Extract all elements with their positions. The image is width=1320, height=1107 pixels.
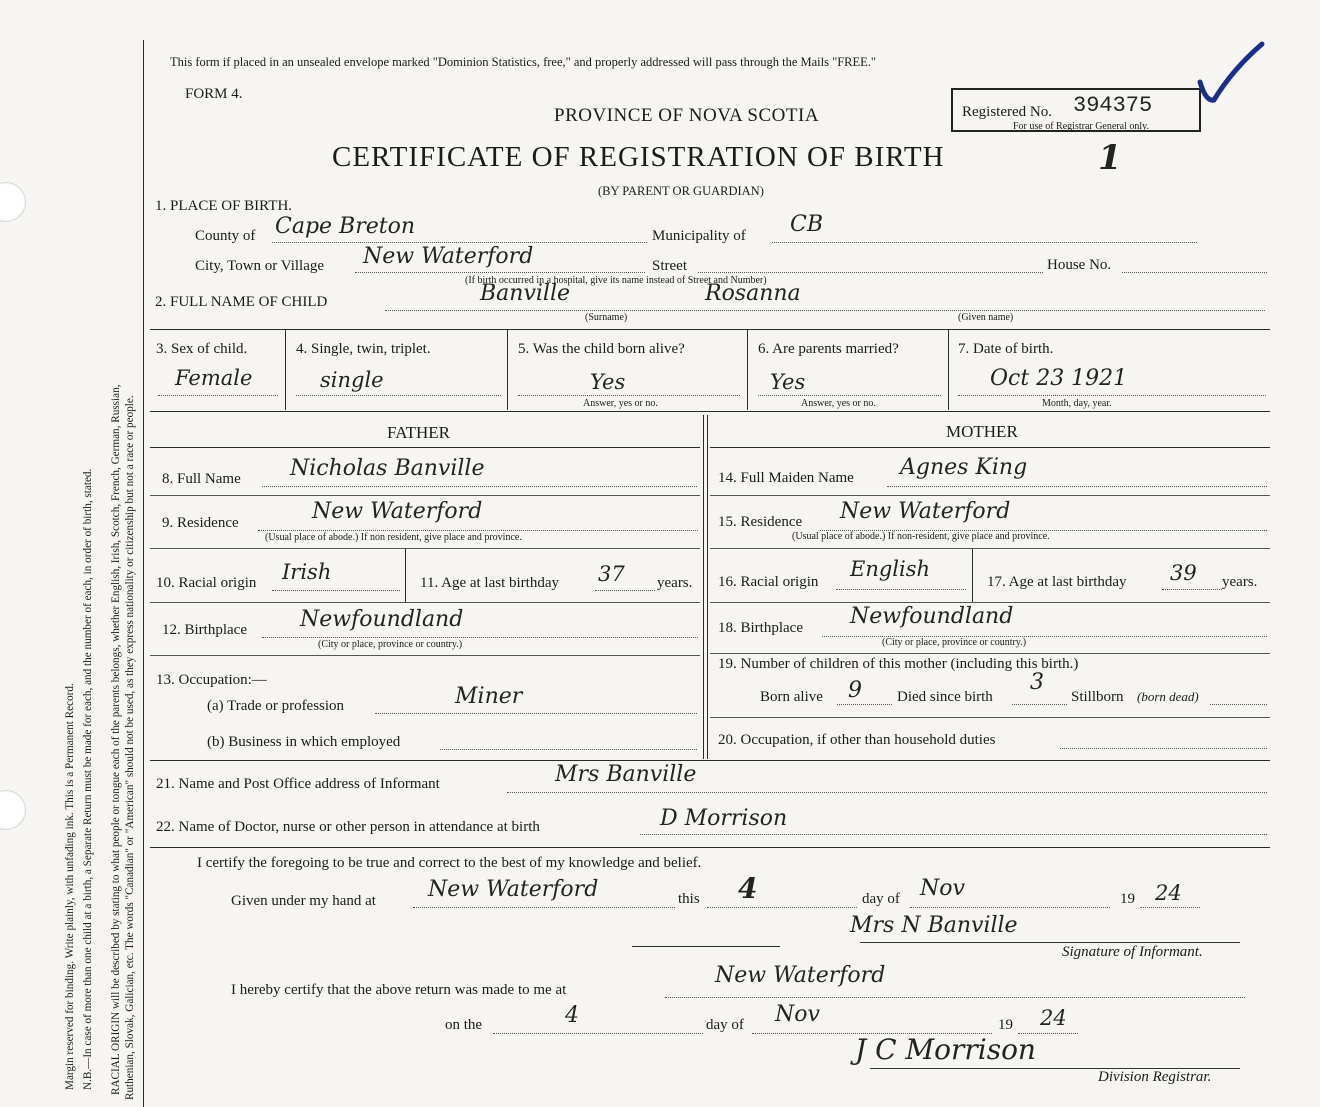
divider-before-certify <box>150 847 1270 848</box>
year-prefix: 19 <box>1120 891 1135 907</box>
father-racial-value: Irish <box>282 560 332 584</box>
alive-value: Yes <box>590 370 626 394</box>
municipality-label: Municipality of <box>652 228 746 244</box>
mother-racial-divider <box>972 549 973 602</box>
registrar-place-line <box>665 997 1245 998</box>
parent-column-divider-2 <box>707 415 708 759</box>
dob-note: Month, day, year. <box>1042 398 1112 409</box>
married-label: 6. Are parents married? <box>758 341 899 357</box>
county-label: County of <box>195 228 256 244</box>
dob-value: Oct 23 1921 <box>990 366 1128 391</box>
margin-note-3: RACIAL ORIGIN will be described by stating to what people or tongue each of the parents belongs, whether English, Irish, Scotch, French, German, Russian, <box>110 384 122 1095</box>
mother-rule-1 <box>710 495 1270 496</box>
registered-number: 394375 <box>1073 93 1153 118</box>
child-name-line <box>385 310 1265 311</box>
mother-rule-4 <box>710 653 1270 654</box>
born-alive-label: Born alive <box>760 689 823 705</box>
father-residence-note: (Usual place of abode.) If non resident, give place and province. <box>265 532 522 543</box>
mother-racial-value: English <box>850 557 931 581</box>
day-of-value-2: Nov <box>775 1002 820 1027</box>
father-racial-divider <box>405 549 406 602</box>
year-prefix-2: 19 <box>998 1017 1013 1033</box>
trade-line <box>375 713 697 714</box>
alive-label: 5. Was the child born alive? <box>518 341 685 357</box>
trade-label: (a) Trade or profession <box>207 698 345 714</box>
father-racial-label: 10. Racial origin <box>156 575 257 591</box>
certify-statement: I certify the foregoing to be true and correct to the best of my knowledge and belief. <box>197 855 702 871</box>
stillborn-line <box>1210 704 1267 705</box>
on-the-label: on the <box>445 1017 483 1033</box>
business-line <box>440 749 697 750</box>
given-place: New Waterford <box>428 877 599 902</box>
father-birthplace-line <box>262 637 698 638</box>
day-of-line <box>910 907 1110 908</box>
informant-line <box>507 792 1267 793</box>
mother-years-label: years. <box>1222 574 1258 590</box>
given-line <box>413 907 675 908</box>
day-of-label-2: day of <box>706 1017 744 1033</box>
given-label: Given under my hand at <box>231 893 376 909</box>
day-of-label: day of <box>862 891 900 907</box>
house-line <box>1122 272 1267 273</box>
title-mark: 1 <box>1098 138 1122 178</box>
died-label: Died since birth <box>897 689 993 705</box>
mother-birthplace-value: Newfoundland <box>850 604 1014 629</box>
sex-value: Female <box>175 366 253 390</box>
single-line <box>296 395 501 396</box>
mother-age-line <box>1162 589 1222 590</box>
on-the-line <box>493 1033 703 1034</box>
mother-occupation-label: 20. Occupation, if other than household duties <box>718 732 996 748</box>
father-age-line <box>595 590 655 591</box>
mother-heading-rule <box>710 447 1270 448</box>
this-label: this <box>678 891 700 907</box>
informant-signature-line <box>860 942 1240 943</box>
married-note: Answer, yes or no. <box>801 398 876 409</box>
mother-age-value: 39 <box>1170 561 1197 585</box>
doctor-value: D Morrison <box>660 806 788 831</box>
short-divider <box>632 946 780 947</box>
registrar-note: For use of Registrar General only. <box>1013 121 1149 132</box>
mail-notice: This form if placed in an unsealed envelope marked "Dominion Statistics, free," and properly addressed will pass through the Mails "FREE." <box>170 55 877 69</box>
divider-after-parents <box>150 760 1270 761</box>
father-rule-3 <box>150 602 700 603</box>
mother-name-line <box>887 486 1267 487</box>
divider-after-name <box>150 329 1270 330</box>
stillborn-note: (born dead) <box>1137 689 1199 704</box>
stillborn-label: Stillborn <box>1071 689 1124 705</box>
father-birthplace-note: (City or place, province or country.) <box>318 639 463 650</box>
died-line <box>1012 704 1067 705</box>
house-label: House No. <box>1047 257 1112 273</box>
municipality-line <box>772 242 1197 243</box>
county-value: Cape Breton <box>275 214 416 239</box>
certificate-title: CERTIFICATE OF REGISTRATION OF BIRTH <box>332 141 945 173</box>
father-name-label: 8. Full Name <box>162 471 241 487</box>
father-age-label: 11. Age at last birthday <box>420 575 559 591</box>
this-value: 4 <box>738 872 758 905</box>
mother-residence-value: New Waterford <box>840 499 1011 524</box>
doctor-label: 22. Name of Doctor, nurse or other person in attendance at birth <box>156 819 540 835</box>
col-divider-3 <box>747 330 748 410</box>
father-residence-label: 9. Residence <box>162 515 239 531</box>
street-line <box>698 272 1043 273</box>
sex-line <box>158 395 278 396</box>
registrar-signature: J C Morrison <box>855 1033 1036 1066</box>
mother-rule-5 <box>710 717 1270 718</box>
doctor-line <box>640 834 1267 835</box>
place-of-birth-label: 1. PLACE OF BIRTH. <box>155 198 293 214</box>
year-line <box>1140 907 1200 908</box>
certificate-subtitle: (BY PARENT OR GUARDIAN) <box>598 184 764 198</box>
father-rule-2 <box>150 548 700 549</box>
col-divider-2 <box>507 330 508 410</box>
street-label: Street <box>652 258 687 274</box>
mother-rule-2 <box>710 548 1270 549</box>
registered-box <box>951 88 1201 132</box>
registrar-place: New Waterford <box>715 963 886 988</box>
binding-hole-top <box>0 182 26 222</box>
children-label: 19. Number of children of this mother (including this birth.) <box>718 656 1079 672</box>
father-occupation-label: 13. Occupation:— <box>156 672 267 688</box>
mother-racial-line <box>836 589 966 590</box>
binding-hole-bottom <box>0 790 26 830</box>
father-heading: FATHER <box>387 423 450 442</box>
divider-after-row3 <box>150 411 1270 412</box>
county-line <box>272 242 647 243</box>
father-heading-rule <box>150 447 700 448</box>
hospital-note: (If birth occurred in a hospital, give its name instead of Street and Number) <box>465 275 767 286</box>
mother-residence-label: 15. Residence <box>718 514 803 530</box>
registered-label: Registered No. <box>962 104 1052 120</box>
father-rule-4 <box>150 655 700 656</box>
married-value: Yes <box>770 370 806 394</box>
father-residence-value: New Waterford <box>312 499 483 524</box>
father-rule-1 <box>150 495 700 496</box>
year-value-2: 24 <box>1040 1006 1067 1030</box>
this-line <box>707 907 857 908</box>
parent-column-divider <box>703 415 704 759</box>
margin-note-2: N.B.—In case of more than one child at a birth, a Separate Return must be made for each, and the number of each, in order of birth, stated. <box>82 468 94 1090</box>
margin-note-1: Margin reserved for binding. Write plainly, with unfading ink. This is a Permanent Record. <box>64 683 76 1090</box>
father-name-value: Nicholas Banville <box>290 456 485 481</box>
col-divider-4 <box>948 330 949 410</box>
single-label: 4. Single, twin, triplet. <box>296 341 431 357</box>
business-label: (b) Business in which employed <box>207 734 401 750</box>
died-value: 3 <box>1030 670 1044 695</box>
province-title: PROVINCE OF NOVA SCOTIA <box>554 105 820 126</box>
father-residence-line <box>258 530 698 531</box>
mother-occupation-line <box>1060 748 1267 749</box>
mother-age-label: 17. Age at last birthday <box>987 574 1127 590</box>
city-label: City, Town or Village <box>195 258 325 274</box>
informant-value: Mrs Banville <box>555 762 697 787</box>
margin-border <box>143 40 144 1107</box>
father-age-value: 37 <box>598 562 625 586</box>
born-alive-value: 9 <box>848 678 862 703</box>
dob-label: 7. Date of birth. <box>958 341 1054 357</box>
mother-name-value: Agnes King <box>900 455 1028 480</box>
child-given-name: Rosanna <box>705 281 801 306</box>
alive-note: Answer, yes or no. <box>583 398 658 409</box>
alive-line <box>518 395 740 396</box>
father-birthplace-label: 12. Birthplace <box>162 622 247 638</box>
father-name-line <box>262 486 697 487</box>
surname-note: (Surname) <box>585 312 628 323</box>
informant-signature: Mrs N Banville <box>850 913 1018 938</box>
married-line <box>758 395 941 396</box>
mother-birthplace-note: (City or place, province or country.) <box>882 637 1027 648</box>
father-birthplace-value: Newfoundland <box>300 607 464 632</box>
sex-label: 3. Sex of child. <box>156 341 248 357</box>
informant-label: 21. Name and Post Office address of Informant <box>156 776 440 792</box>
father-racial-line <box>272 590 400 591</box>
registrar-signature-label: Division Registrar. <box>1098 1069 1212 1085</box>
father-years-label: years. <box>657 575 693 591</box>
year-value: 24 <box>1155 881 1182 905</box>
single-value: single <box>320 368 384 392</box>
given-name-note: (Given name) <box>958 312 1014 323</box>
day-of-value: Nov <box>920 876 965 901</box>
mother-racial-label: 16. Racial origin <box>718 574 819 590</box>
checkmark-icon <box>1196 40 1266 108</box>
city-line <box>355 272 645 273</box>
mother-heading: MOTHER <box>946 422 1018 441</box>
registrar-statement: I hereby certify that the above return was made to me at <box>231 982 567 998</box>
mother-rule-3 <box>710 602 1270 603</box>
child-name-label: 2. FULL NAME OF CHILD <box>155 294 328 310</box>
child-surname: Banville <box>480 281 571 306</box>
col-divider-1 <box>285 330 286 410</box>
mother-birthplace-label: 18. Birthplace <box>718 620 803 636</box>
mother-name-label: 14. Full Maiden Name <box>718 470 854 486</box>
dob-line <box>958 395 1266 396</box>
margin-note-4: Ruthenian, Slovak, Galician, etc. The words "Canadian" or "American" should not be used, as they express nationality or citizenship but not a race or people. <box>124 395 136 1100</box>
form-number: FORM 4. <box>185 86 243 102</box>
city-value: New Waterford <box>363 244 534 269</box>
trade-value: Miner <box>455 684 523 709</box>
municipality-value: CB <box>790 212 823 237</box>
informant-signature-label: Signature of Informant. <box>1062 944 1203 960</box>
mother-residence-note: (Usual place of abode.) If non-resident, give place and province. <box>792 531 1050 542</box>
born-alive-line <box>837 704 892 705</box>
on-the-value: 4 <box>565 1003 579 1028</box>
